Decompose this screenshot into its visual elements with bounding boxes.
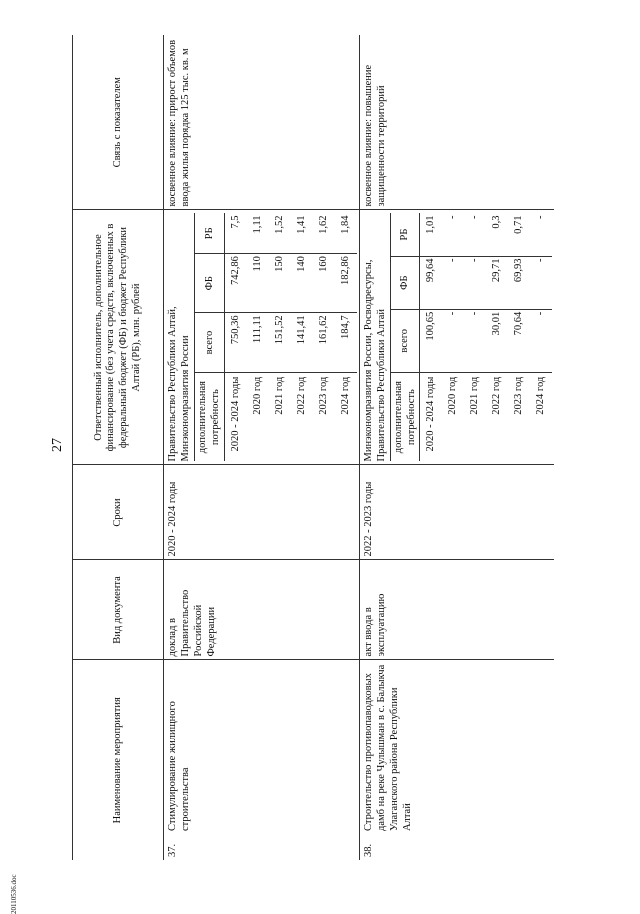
table-row: [359, 35, 554, 860]
finance-fb: -: [464, 256, 486, 309]
finance-header-total: всего: [195, 313, 224, 372]
finance-total: 70,64: [508, 309, 530, 372]
finance-fb: 69,93: [508, 256, 530, 309]
finance-table: [194, 214, 356, 462]
finance-row: [442, 214, 464, 462]
finance-header-row: [390, 214, 419, 462]
finance-year: 2020 - 2024 годы: [425, 376, 437, 452]
finance-total: 100,65: [420, 309, 443, 372]
finance-fb: 742,86: [224, 254, 247, 313]
finance-fb: -: [530, 256, 552, 309]
finance-rb: 1,62: [313, 214, 335, 254]
finance-row: [247, 214, 269, 462]
finance-row: [291, 214, 313, 462]
finance-header-fb: ФБ: [390, 256, 419, 309]
finance-row: [224, 214, 247, 462]
finance-rb: -: [530, 214, 552, 257]
header-name: Наименование мероприятия: [73, 660, 164, 860]
finance-row: [269, 214, 291, 462]
measure-name: Строительство противопаводковых дамб на реке Чулышман в с. Балыкча Улаганского района Республики Алтай: [362, 664, 413, 831]
finance-row: [335, 214, 357, 462]
finance-header-rb: РБ: [195, 214, 224, 254]
finance-total: -: [464, 309, 486, 372]
finance-fb: 160: [313, 254, 335, 313]
table-row: [164, 35, 360, 860]
finance-row: [464, 214, 486, 462]
header-link: Связь с показателем: [73, 35, 164, 210]
finance-table: [390, 214, 552, 462]
cell-link: косвенное влияние: прирост объемов ввода жилья порядка 125 тыс. кв. м: [164, 35, 360, 210]
finance-total: 161,62: [313, 313, 335, 372]
responsible-text: Правительство Республики Алтай, Минэкономразвития России: [167, 306, 192, 462]
finance-fb: -: [442, 256, 464, 309]
finance-fb: 29,71: [486, 256, 508, 309]
finance-row: [486, 214, 508, 462]
finance-header-total: всего: [390, 309, 419, 372]
footer-filename: 20110536.doc: [10, 874, 18, 914]
finance-rb: 1,52: [269, 214, 291, 254]
finance-header-need: дополнительная потребность: [390, 372, 419, 461]
finance-rb: 1,11: [247, 214, 269, 254]
header-terms: Сроки: [73, 465, 164, 560]
finance-total: 184,7: [335, 313, 357, 372]
finance-year: 2023 год: [317, 376, 329, 415]
measures-table: [72, 35, 554, 860]
finance-year: 2023 год: [513, 376, 525, 415]
finance-header-row: [195, 214, 224, 462]
row-number: 37.: [167, 843, 178, 857]
finance-rb: 1,41: [291, 214, 313, 254]
row-number: 38.: [362, 843, 374, 857]
finance-fb: 110: [247, 254, 269, 313]
cell-name: [359, 660, 554, 860]
finance-rb: 7,5: [224, 214, 247, 254]
finance-year: 2021 год: [273, 376, 285, 415]
rotated-table-wrapper: [72, 35, 607, 860]
cell-link: косвенное влияние: повышение защищенности территорий: [359, 35, 554, 210]
finance-year: 2022 год: [491, 376, 503, 415]
finance-total: -: [442, 309, 464, 372]
cell-doc: акт ввода в эксплуатацию: [359, 560, 554, 660]
cell-terms: 2022 - 2023 годы: [359, 465, 554, 560]
finance-rb: -: [464, 214, 486, 257]
page-number: 27: [50, 438, 65, 452]
finance-header-rb: РБ: [390, 214, 419, 257]
finance-year: 2024 год: [535, 376, 547, 415]
cell-name: [164, 660, 360, 860]
finance-fb: 150: [269, 254, 291, 313]
finance-fb: 99,64: [420, 256, 443, 309]
header-responsible: Ответственный исполнитель, дополнительное финансирование (без учета средств, включенных в федеральный бюджет (ФБ) и бюджет Республики Алтай (РБ), млн. рублей: [73, 210, 164, 465]
finance-fb: 182,86: [335, 254, 357, 313]
measure-name: Стимулирование жилищного строительства: [167, 701, 192, 831]
table-header-row: [73, 35, 164, 860]
cell-doc: доклад в Правительство Российской Федерации: [164, 560, 360, 660]
finance-total: 141,41: [291, 313, 313, 372]
finance-rb: 1,01: [420, 214, 443, 257]
finance-row: [508, 214, 530, 462]
finance-row: [530, 214, 552, 462]
finance-year: 2024 год: [339, 376, 351, 415]
finance-total: 750,36: [224, 313, 247, 372]
finance-year: 2020 год: [251, 376, 263, 415]
finance-year: 2021 год: [469, 376, 481, 415]
finance-rb: 1,84: [335, 214, 357, 254]
finance-rb: 0,71: [508, 214, 530, 257]
finance-total: 30,01: [486, 309, 508, 372]
finance-total: 151,52: [269, 313, 291, 372]
finance-year: 2020 - 2024 годы: [229, 376, 241, 452]
cell-responsible: [164, 210, 360, 465]
finance-row: [313, 214, 335, 462]
finance-rb: 0,3: [486, 214, 508, 257]
responsible-text: Минэкономразвития России, Росводресурсы, Правительство Республики Алтай: [362, 259, 387, 462]
finance-year: 2022 год: [295, 376, 307, 415]
finance-rb: -: [442, 214, 464, 257]
cell-terms: 2020 - 2024 годы: [164, 465, 360, 560]
finance-fb: 140: [291, 254, 313, 313]
finance-year: 2020 год: [447, 376, 459, 415]
finance-header-need: дополнительная потребность: [195, 372, 224, 461]
finance-header-fb: ФБ: [195, 254, 224, 313]
finance-row: [420, 214, 443, 462]
finance-total: -: [530, 309, 552, 372]
cell-responsible: [359, 210, 554, 465]
finance-total: 111,11: [247, 313, 269, 372]
header-doc: Вид документа: [73, 560, 164, 660]
